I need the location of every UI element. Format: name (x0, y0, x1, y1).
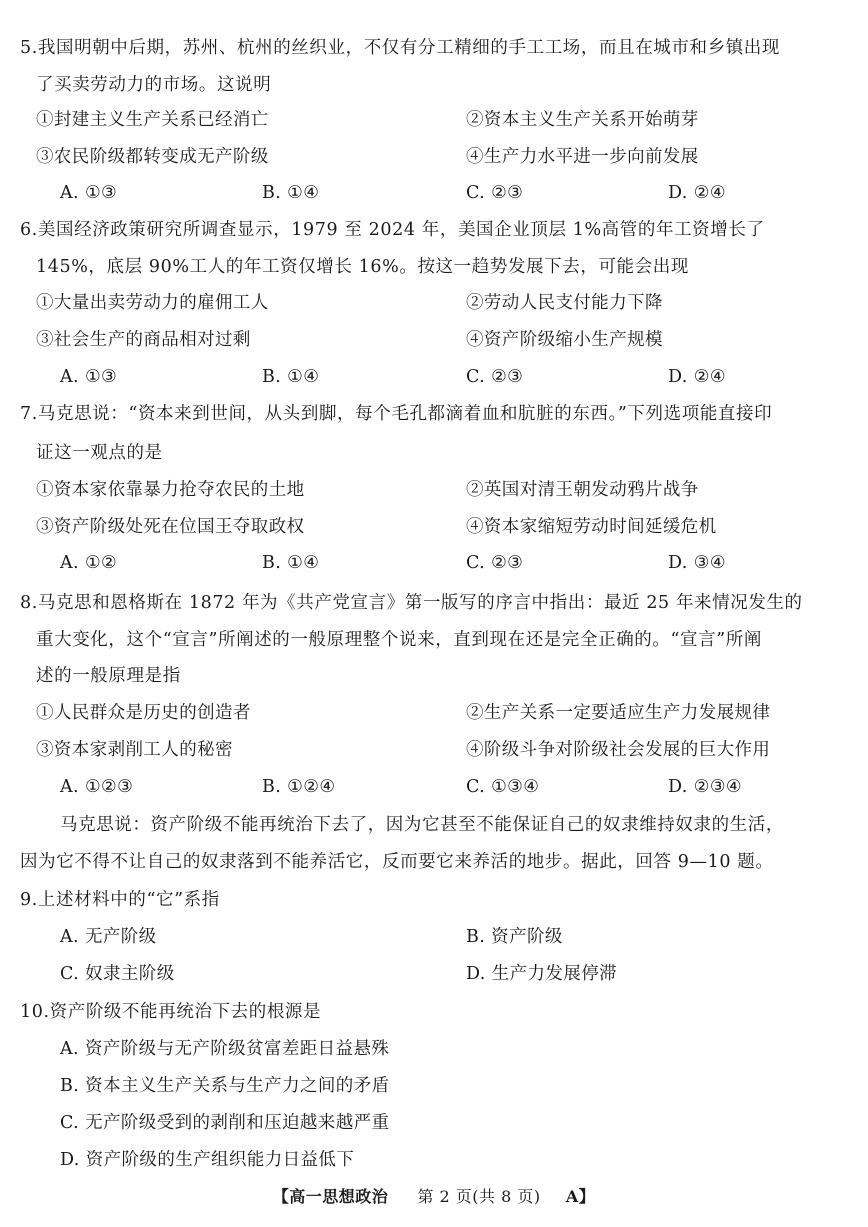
q10-stem: 10.资产阶级不能再统治下去的根源是 (20, 1002, 322, 1022)
q8-stem-line-2: 重大变化，这个“宣言”所阐述的一般原理整个说来，直到现在还是完全正确的。“宣言”所阐 (36, 630, 762, 650)
q6-stem-line-1: 6.美国经济政策研究所调查显示，1979 至 2024 年，美国企业顶层 1%高管的年工资增长了 (20, 220, 765, 240)
q10-choice-b: B. 资本主义生产关系与生产力之间的矛盾 (60, 1076, 390, 1096)
q5-choice-c: C. ②③ (466, 183, 524, 203)
q5-option-1: ①封建主义生产关系已经消亡 (36, 110, 269, 130)
q6-choice-b: B. ①④ (262, 367, 320, 387)
q7-stem-line-2: 证这一观点的是 (36, 443, 163, 463)
q8-option-4: ④阶级斗争对阶级社会发展的巨大作用 (466, 740, 771, 760)
q10-choice-c: C. 无产阶级受到的剥削和压迫越来越严重 (60, 1113, 390, 1133)
q9-stem: 9.上述材料中的“它”系指 (20, 890, 220, 910)
q10-choice-d: D. 资产阶级的生产组织能力日益低下 (60, 1150, 355, 1170)
q6-choice-d: D. ②④ (668, 367, 726, 387)
q5-option-3: ③农民阶级都转变成无产阶级 (36, 147, 269, 167)
q5-choice-a: A. ①③ (60, 183, 118, 203)
q6-stem-line-2: 145%，底层 90%工人的年工资仅增长 16%。按这一趋势发展下去，可能会出现 (36, 257, 689, 277)
q5-choice-d: D. ②④ (668, 183, 726, 203)
footer-page-number: 第 2 页(共 8 页) (417, 1187, 541, 1206)
q5-option-2: ②资本主义生产关系开始萌芽 (466, 110, 699, 130)
q5-option-4: ④生产力水平进一步向前发展 (466, 147, 699, 167)
q8-choice-a: A. ①②③ (60, 777, 134, 797)
q7-option-4: ④资本家缩短劳动时间延缓危机 (466, 517, 717, 537)
material-line-1: 马克思说：资产阶级不能再统治下去了，因为它甚至不能保证自己的奴隶维持奴隶的生活， (60, 815, 784, 835)
page-footer (0, 1186, 868, 1208)
q6-option-3: ③社会生产的商品相对过剩 (36, 330, 251, 350)
q7-choice-b: B. ①④ (262, 553, 320, 573)
q6-choice-a: A. ①③ (60, 367, 118, 387)
footer-subject: 【高一思想政治 (272, 1187, 389, 1206)
q7-option-1: ①资本家依靠暴力抢夺农民的土地 (36, 480, 305, 500)
q7-option-3: ③资产阶级处死在位国王夺取政权 (36, 517, 305, 537)
q8-option-1: ①人民群众是历史的创造者 (36, 703, 251, 723)
q9-choice-c: C. 奴隶主阶级 (60, 964, 175, 984)
q5-stem-line-2: 了买卖劳动力的市场。这说明 (36, 75, 272, 95)
q7-choice-c: C. ②③ (466, 553, 524, 573)
q6-option-4: ④资产阶级缩小生产规模 (466, 330, 663, 350)
q7-option-2: ②英国对清王朝发动鸦片战争 (466, 480, 699, 500)
q7-choice-d: D. ③④ (668, 553, 726, 573)
q6-option-1: ①大量出卖劳动力的雇佣工人 (36, 293, 269, 313)
q7-choice-a: A. ①② (60, 553, 118, 573)
q5-choice-b: B. ①④ (262, 183, 320, 203)
q8-choice-c: C. ①③④ (466, 777, 540, 797)
q8-stem-line-1: 8.马克思和恩格斯在 1872 年为《共产党宣言》第一版写的序言中指出：最近 25 年来情况发生的 (20, 593, 803, 613)
q8-choice-d: D. ②③④ (668, 777, 742, 797)
q10-choice-a: A. 资产阶级与无产阶级贫富差距日益悬殊 (60, 1039, 390, 1059)
q6-choice-c: C. ②③ (466, 367, 524, 387)
q9-choice-a: A. 无产阶级 (60, 927, 157, 947)
q7-stem-line-1: 7.马克思说：“资本来到世间，从头到脚，每个毛孔都滴着血和肮脏的东西。”下列选项能直接印 (20, 404, 773, 424)
q8-option-2: ②生产关系一定要适应生产力发展规律 (466, 703, 771, 723)
q5-stem-line-1: 5.我国明朝中后期，苏州、杭州的丝织业，不仅有分工精细的手工工场，而且在城市和乡镇出现 (20, 38, 780, 58)
q9-choice-d: D. 生产力发展停滞 (466, 964, 618, 984)
material-line-2: 因为它不得不让自己的奴隶落到不能养活它，反而要它来养活的地步。据此，回答 9—10 题。 (20, 852, 774, 872)
q9-choice-b: B. 资产阶级 (466, 927, 563, 947)
q8-choice-b: B. ①②④ (262, 777, 336, 797)
q8-option-3: ③资本家剥削工人的秘密 (36, 740, 233, 760)
footer-version: A】 (565, 1187, 596, 1206)
q6-option-2: ②劳动人民支付能力下降 (466, 293, 663, 313)
q8-stem-line-3: 述的一般原理是指 (36, 666, 181, 686)
